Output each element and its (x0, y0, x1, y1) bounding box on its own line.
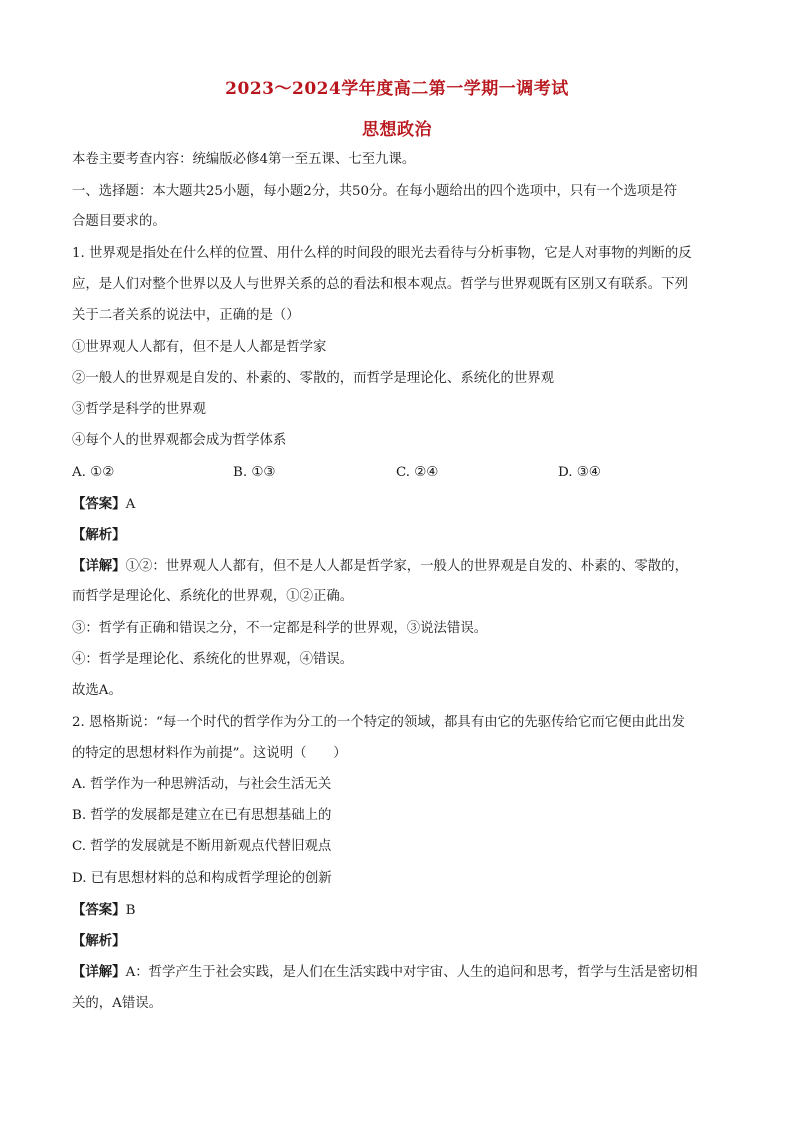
q1-detail-text: ①②：世界观人人都有，但不是人人都是哲学家，一般人的世界观是自发的、朴素的、零散的， (125, 559, 688, 574)
q1-item: ④每个人的世界观都会成为哲学体系 (72, 433, 287, 448)
q2-option-c: C. 哲学的发展就是不断用新观点代替旧观点 (72, 839, 332, 854)
q2-option-b: B. 哲学的发展都是建立在已有思想基础上的 (72, 808, 332, 823)
q1-item: ②一般人的世界观是自发的、朴素的、零散的，而哲学是理论化、系统化的世界观 (72, 371, 555, 386)
q1-stem: 1. 世界观是指处在什么样的位置、用什么样的时间段的眼光去看待与分析事物，它是人对事物的判断的反 (72, 246, 692, 261)
answer-tag: 【答案】 (72, 902, 126, 918)
q2-option-d: D. 已有思想材料的总和构成哲学理论的创新 (72, 871, 332, 886)
q1-answer-line (72, 495, 732, 514)
q2-stem-cont: 的特定的思想材料作为前提”。这说明（ ） (72, 746, 347, 761)
q2-answer-value: B (125, 903, 136, 918)
q2-stem: 2. 恩格斯说：“每一个时代的哲学作为分工的一个特定的领域，都具有由它的先驱传给它而它便由此出发 (72, 715, 686, 730)
detail-tag: 【详解】 (72, 558, 126, 574)
q1-option-a: A. ①② (72, 465, 115, 480)
q1-detail-cont: ③：哲学有正确和错误之分，不一定都是科学的世界观，③说法错误。 (72, 621, 488, 636)
subject-title: 思想政治 (362, 120, 432, 140)
q1-conclusion: 故选A。 (72, 683, 122, 698)
q2-detail-line (72, 963, 732, 982)
q1-option-d: D. ③④ (558, 465, 601, 480)
q1-answer-value: A (125, 497, 136, 512)
q1-stem-cont: 应，是人们对整个世界以及人与世界关系的总的看法和根本观点。哲学与世界观既有区别又有联系。下列 (72, 277, 688, 292)
q1-item: ③哲学是科学的世界观 (72, 402, 206, 417)
section-instruction: 一、选择题：本大题共25小题，每小题2分，共50分。在每小题给出的四个选项中，只有一个选项是符 (72, 184, 678, 199)
q1-option-c: C. ②④ (396, 465, 439, 480)
detail-tag: 【详解】 (72, 964, 126, 980)
q1-detail-cont: 而哲学是理论化、系统化的世界观，①②正确。 (72, 589, 354, 604)
q2-detail-cont: 关的，A错误。 (72, 996, 163, 1011)
scope-text: 本卷主要考查内容：统编版必修4第一至五课、七至九课。 (72, 152, 416, 167)
q1-detail-line (72, 557, 732, 576)
section-instruction-cont: 合题目要求的。 (72, 214, 166, 229)
q1-option-b: B. ①③ (233, 465, 276, 480)
q1-detail-cont: ④：哲学是理论化、系统化的世界观，④错误。 (72, 652, 354, 667)
q1-item: ①世界观人人都有，但不是人人都是哲学家 (72, 340, 327, 355)
q2-detail-text: A：哲学产生于社会实践，是人们在生活实践中对宇宙、人生的追问和思考，哲学与生活是密切相 (125, 965, 698, 980)
q1-analysis-tag: 【解析】 (72, 527, 126, 543)
q1-stem-cont: 关于二者关系的说法中，正确的是（） (72, 308, 300, 323)
q2-analysis-tag: 【解析】 (72, 933, 126, 949)
exam-title: 2023～2024学年度高二第一学期一调考试 (225, 79, 569, 99)
q2-option-a: A. 哲学作为一种思辨活动，与社会生活无关 (72, 777, 332, 792)
answer-tag: 【答案】 (72, 496, 126, 512)
q2-answer-line (72, 901, 732, 920)
